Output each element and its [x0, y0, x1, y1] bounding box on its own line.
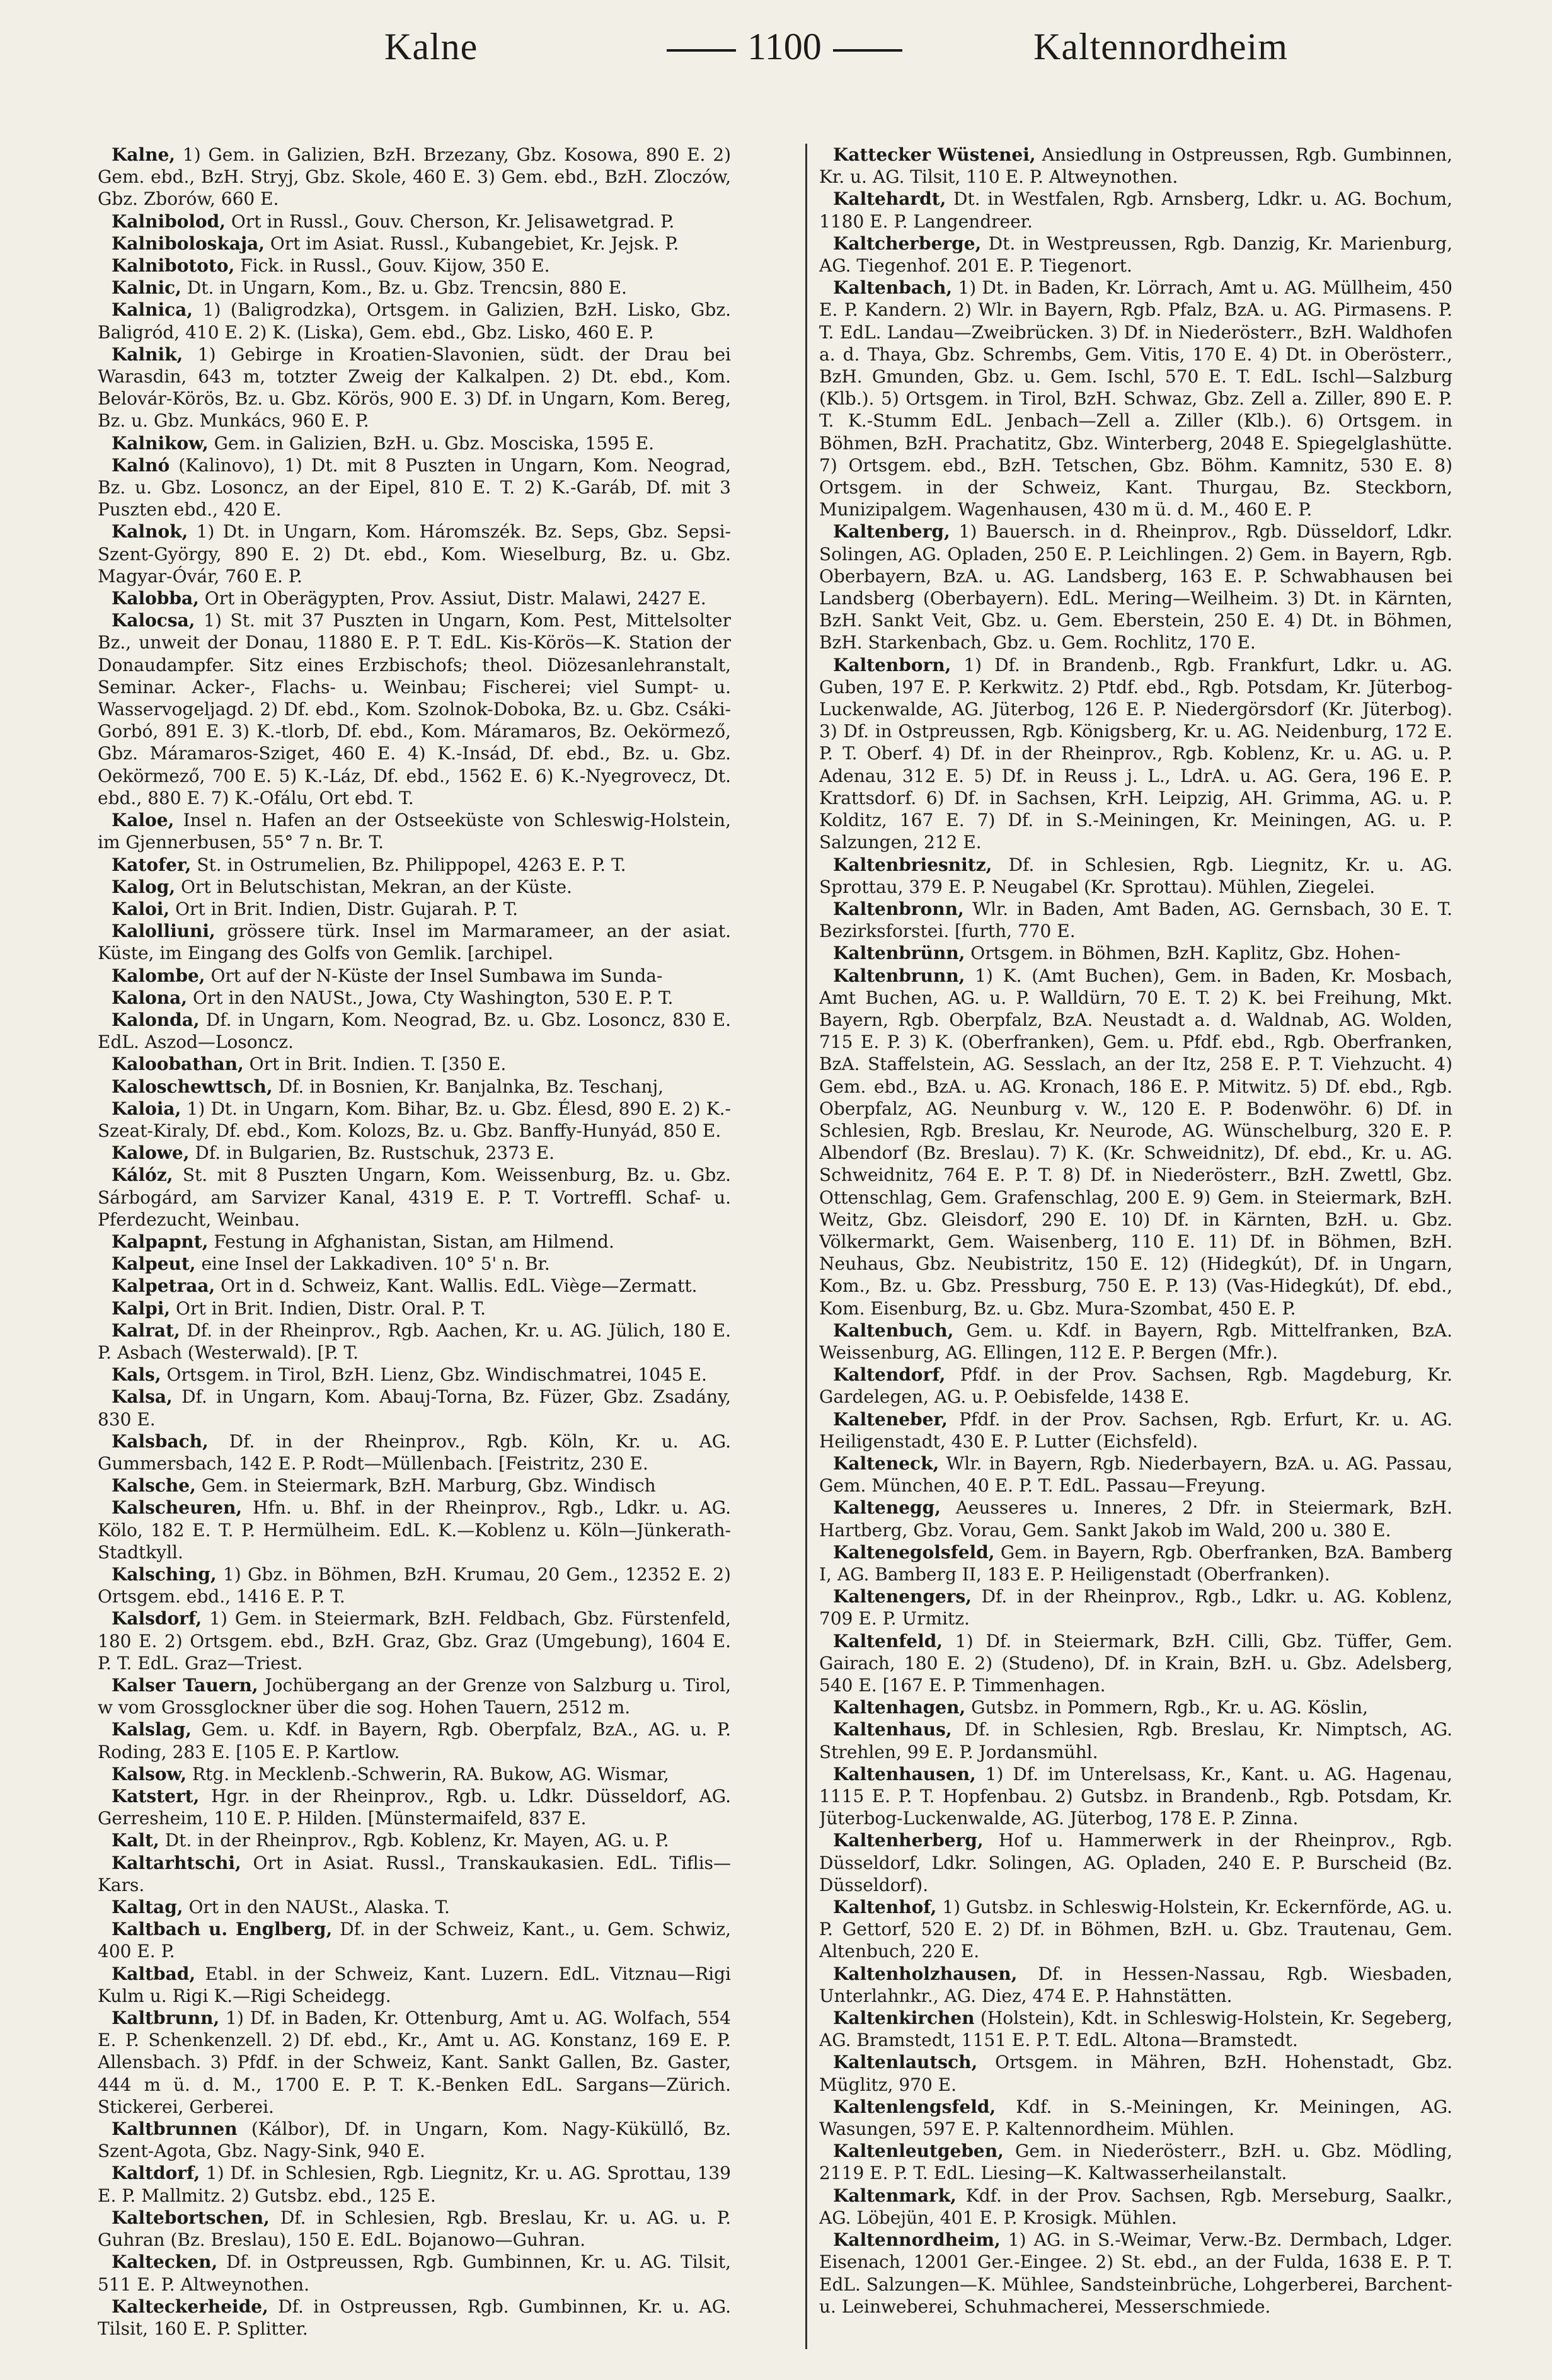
- dictionary-entry: [98, 520, 731, 587]
- dictionary-entry: [819, 1696, 1452, 1718]
- entry-headword: Kaltenherberg,: [833, 1830, 984, 1851]
- entry-headword: Kalsdorf,: [112, 1608, 202, 1630]
- dictionary-entry: [98, 920, 731, 964]
- entry-text: Df. in der Rheinprov., Rgb. Aachen, Kr. u. AG. Jülich, 180 E. P. Asbach (Westerwald). [P. T.: [98, 1319, 731, 1363]
- dictionary-entry: [98, 1674, 731, 1718]
- entry-headword: Kaltenhof,: [833, 1897, 937, 1918]
- entry-text: 1) (Baligrodzka), Ortsgem. in Galizien, BzH. Lisko, Gbz. Baligród, 410 E. 2) K. (Liska), Gem. ebd., Gbz. Lisko, 460 E. P.: [98, 299, 731, 343]
- entry-text: Ortsgem. in Mähren, BzH. Hohenstadt, Gbz. Müglitz, 970 E.: [819, 2052, 1452, 2095]
- entry-headword: Kaltendorf,: [833, 1364, 946, 1386]
- entry-headword: Kaltenhausen,: [833, 1763, 976, 1785]
- entry-text: Ort in Brit. Indien. T. [350 E.: [249, 1054, 507, 1075]
- entry-text: Df. in Schlesien, Rgb. Breslau, Kr. u. AG. u. P. Guhran (Bz. Breslau), 150 E. EdL. Bojanowo—Guhran.: [98, 2207, 731, 2251]
- dictionary-entry: [819, 2140, 1452, 2184]
- header-left-keyword: Kalne: [384, 26, 478, 67]
- dictionary-entry: [819, 277, 1452, 520]
- entry-text: Df. in Bulgarien, Bz. Rustschuk, 2373 E.: [195, 1142, 555, 1164]
- entry-text: Jochübergang an der Grenze von Salzburg u. Tirol, w vom Grossglockner über die sog. Hohen Tauern, 2512 m.: [98, 1675, 731, 1718]
- dictionary-entry: [98, 277, 731, 299]
- entry-text: Dt. in Ungarn, Kom., Bz. u. Gbz. Trencsin, 880 E.: [187, 277, 627, 299]
- entry-headword: Kaltbrunnen: [112, 2118, 238, 2140]
- dictionary-entry: [819, 1718, 1452, 1762]
- entry-headword: Kaltenfeld,: [833, 1630, 943, 1652]
- dictionary-entry: [98, 1918, 731, 1962]
- dictionary-entry: [98, 1896, 731, 1918]
- entry-headword: Kalpapnt,: [112, 1231, 209, 1252]
- entry-headword: Kalnikow,: [112, 432, 209, 454]
- entry-headword: Kalpetraa,: [112, 1275, 216, 1297]
- dictionary-entry: [98, 1053, 731, 1075]
- entry-headword: Kaltenbronn,: [833, 898, 964, 919]
- entry-headword: Kaltenhagen,: [833, 1697, 966, 1718]
- entry-headword: Katofer,: [112, 854, 192, 875]
- dictionary-entry: [98, 1563, 731, 1607]
- entry-headword: Kalpi,: [112, 1297, 171, 1319]
- entry-text: Ansiedlung in Ostpreussen, Rgb. Gumbinnen, Kr. u. AG. Tilsit, 110 E. P. Altweynothen.: [819, 144, 1452, 188]
- entry-text: Df. in Bosnien, Kr. Banjalnka, Bz. Teschanj,: [278, 1076, 664, 1097]
- dictionary-entry: [98, 1607, 731, 1674]
- entry-text: 1) AG. in S.-Weimar, Verw.-Bz. Dermbach, Ldger. Eisenach, 12001 Ger.-Eingee. 2) St. ebd., an der Fulda, 1638 E. P. T. EdL. Salzungen—K. Mühlee, Sandsteinbrüche, Lohgerberei, Barchent- u. Leinweberei, Schuhmacherei, Messerschmiede.: [819, 2229, 1452, 2317]
- entry-headword: Kalona,: [112, 987, 188, 1008]
- dictionary-entry: [98, 1430, 731, 1475]
- dictionary-entry: [98, 1475, 731, 1497]
- entry-text: 1) St. mit 37 Puszten in Ungarn, Kom. Pest, Mittelsolter Bz., unweit der Donau, 11880 E. P. T. EdL. Kis-Körös—K. Station der Donaudampfer. Sitz eines Erzbischofs; theol. Diözesanlehranstalt, Seminar. Acker-, Flachs- u. Weinbau; Fischerei; viel Sumpt- u. Wasservogeljagd. 2) Df. ebd., Kom. Szolnok-Doboka, Bz. u. Gbz. Csáki-Gorbó, 891 E. 3) K.-tlorb, Df. ebd., Kom. Máramaros, Bz. Oekörmező, Gbz. Máramaros-Sziget, 460 E. 4) K.-Insád, Df. ebd., Bz. u. Gbz. Oekörmező, 700 E. 5) K.-Láz, Df. ebd., 1562 E. 6) K.-Nyegrovecz, Dt. ebd., 880 E. 7) K.-Ofálu, Ort ebd. T.: [98, 610, 731, 808]
- entry-headword: Kaloi,: [112, 898, 170, 919]
- dictionary-entry: [98, 1963, 731, 2007]
- entry-headword: Kalnibototo,: [112, 255, 235, 277]
- entry-text: Gem. in Galizien, BzH. u. Gbz. Mosciska, 1595 E.: [214, 432, 655, 454]
- entry-headword: Kaltdorf,: [112, 2163, 200, 2184]
- entry-headword: Kaloobathan,: [112, 1054, 244, 1075]
- dictionary-entry: [819, 1364, 1452, 1408]
- entry-headword: Kaltag,: [112, 1897, 183, 1918]
- entry-text: Ortsgem. in Tirol, BzH. Lienz, Gbz. Windischmatrei, 1045 E.: [166, 1364, 707, 1386]
- entry-text: St. in Ostrumelien, Bz. Philippopel, 4263 E. P. T.: [197, 854, 626, 875]
- dictionary-entry: [98, 2007, 731, 2118]
- entry-text: 1) Gem. in Galizien, BzH. Brzezany, Gbz. Kosowa, 890 E. 2) Gem. ebd., BzH. Stryj, Gbz. Skole, 460 E. 3) Gem. ebd., BzH. Zloczów, Gbz. Zborów, 660 E.: [98, 144, 731, 210]
- entry-text: 1) Df. im Unterelsass, Kr., Kant. u. AG. Hagenau, 1115 E. P. T. Hopfenbau. 2) Gutsbz. in Brandenb., Rgb. Potsdam, Kr. Jüterbog-Luckenwalde, AG. Jüterbog, 178 E. P. Zinna.: [819, 1763, 1452, 1829]
- entry-text: Ort in Oberägypten, Prov. Assiut, Distr. Malawi, 2427 E.: [204, 588, 706, 609]
- dictionary-entry: [819, 1408, 1452, 1452]
- entry-headword: Kalsbach,: [112, 1430, 209, 1452]
- dictionary-entry: [819, 898, 1452, 942]
- entry-text: 1) Dt. in Ungarn, Kom. Bihar, Bz. u. Gbz. Élesd, 890 E. 2) K.-Szeat-Kiraly, Df. ebd., Kom. Kolozs, Bz. u. Gbz. Banffy-Hunyád, 850 E.: [98, 1098, 731, 1141]
- dictionary-entry: [819, 2096, 1452, 2140]
- entry-headword: Kalteneber,: [833, 1408, 948, 1430]
- header-dash-left: [667, 49, 736, 52]
- dictionary-entry: [98, 2118, 731, 2162]
- dictionary-entry: [819, 1896, 1452, 1963]
- entry-headword: Kaltbach u. Englberg,: [112, 1919, 333, 1940]
- dictionary-entry: [98, 1142, 731, 1164]
- entry-text: Gem. in Steiermark, BzH. Marburg, Gbz. Windisch: [201, 1475, 656, 1497]
- dictionary-entry: [98, 1829, 731, 1851]
- entry-headword: Kalpeut,: [112, 1253, 196, 1275]
- entry-headword: Kalne,: [112, 144, 176, 165]
- entry-text: Ort in d. Schweiz, Kant. Wallis. EdL. Viège—Zermatt.: [221, 1275, 698, 1297]
- entry-headword: Kalnic,: [112, 277, 181, 299]
- dictionary-entry: [819, 654, 1452, 854]
- entry-headword: Kalsche,: [112, 1475, 196, 1497]
- entry-text: 1) Df. in Steiermark, BzH. Cilli, Gbz. Tüffer, Gem. Gairach, 180 E. 2) (Studeno), Df. in Krain, BzH. u. Gbz. Adelsberg, 540 E. [167 E. P. Timmenhagen.: [819, 1630, 1452, 1696]
- entry-text: (Holstein), Kdt. in Schleswig-Holstein, Kr. Segeberg, AG. Bramstedt, 1151 E. P. T. EdL. Altona—Bramstedt.: [819, 2008, 1452, 2051]
- entry-text: 1) Gem. in Steiermark, BzH. Feldbach, Gbz. Fürstenfeld, 180 E. 2) Ortsgem. ebd., BzH. Graz, Gbz. Graz (Umgebung), 1604 E. P. T. EdL. Graz—Triest.: [98, 1608, 731, 1674]
- entry-headword: Kaltennordheim,: [833, 2229, 1001, 2251]
- entry-headword: Kalombe,: [112, 965, 205, 986]
- entry-text: Df. in Ungarn, Kom. Neograd, Bz. u. Gbz. Losoncz, 830 E. EdL. Aszod—Losoncz.: [98, 1009, 731, 1053]
- entry-headword: Kalnibolod,: [112, 210, 226, 232]
- entry-headword: Kattecker Wüstenei,: [833, 144, 1036, 165]
- entry-headword: Kaloschewttsch,: [112, 1076, 273, 1097]
- entry-text: 1) Df. in Schlesien, Rgb. Liegnitz, Kr. u. AG. Sprottau, 139 E. P. Mallmitz. 2) Gutsbz. ebd., 125 E.: [98, 2163, 731, 2206]
- entry-headword: Kaltenkirchen: [833, 2008, 975, 2029]
- entry-headword: Kaltenberg,: [833, 521, 950, 543]
- entry-headword: Kalscheuren,: [112, 1497, 243, 1519]
- dictionary-entry: [98, 299, 731, 343]
- entry-headword: Kaltenegolsfeld,: [833, 1541, 995, 1563]
- entry-headword: Kalt,: [112, 1830, 159, 1851]
- entry-text: Kdf. in S.-Meiningen, Kr. Meiningen, AG. Wasungen, 597 E. P. Kaltennordheim. Mühlen.: [819, 2096, 1452, 2140]
- entry-text: 1) Df. in Baden, Kr. Ottenburg, Amt u. AG. Wolfach, 554 E. P. Schenkenzell. 2) Df. ebd., Kr., Amt u. AG. Konstanz, 169 E. P. Allensbach. 3) Pfdf. in der Schweiz, Kant. Sankt Gallen, Bz. Gaster, 444 m ü. d. M., 1700 E. P. T. K.-Benken EdL. Sargans—Zürich. Stickerei, Gerberei.: [98, 2008, 731, 2117]
- entry-text: (Kalinovo), 1) Dt. mit 8 Puszten in Ungarn, Kom. Neograd, Bz. u. Gbz. Losoncz, an der Eipel, 810 E. T. 2) K.-Garáb, Df. mit 3 Puszten ebd., 420 E.: [98, 454, 731, 520]
- entry-headword: Kalsching,: [112, 1564, 217, 1585]
- column-divider: [805, 144, 807, 2349]
- dictionary-entry: [819, 1763, 1452, 1830]
- entry-text: 1) Gebirge in Kroatien-Slavonien, südt. der Drau bei Warasdin, 643 m, totzter Zweig der Kalkalpen. 2) Dt. ebd., Kom. Belovár-Körös, Bz. u. Gbz. Körös, 900 E. 3) Df. in Ungarn, Kom. Bereg, Bz. u. Gbz. Munkács, 960 E. P.: [98, 343, 731, 432]
- dictionary-entry: [98, 1076, 731, 1098]
- dictionary-entry: [98, 876, 731, 898]
- dictionary-entry: [819, 1585, 1452, 1630]
- dictionary-entry: [819, 2185, 1452, 2229]
- dictionary-entry: [98, 609, 731, 809]
- entry-headword: Kalobba,: [112, 588, 199, 609]
- dictionary-entry: [98, 1297, 731, 1319]
- entry-headword: Kalowe,: [112, 1142, 190, 1164]
- entry-headword: Kaltenlengsfeld,: [833, 2096, 996, 2117]
- dictionary-entry: [819, 2229, 1452, 2318]
- entry-text: Df. in Schlesien, Rgb. Breslau, Kr. Nimptsch, AG. Strehlen, 99 E. P. Jordansmühl.: [819, 1719, 1452, 1762]
- dictionary-entry: [819, 1452, 1452, 1497]
- entry-text: Hfn. u. Bhf. in der Rheinprov., Rgb., Ldkr. u. AG. Kölo, 182 E. T. P. Hermülheim. EdL. K.—Koblenz u. Köln—Jünkerath-Stadtkyll.: [98, 1497, 731, 1563]
- entry-headword: Katstert,: [112, 1786, 200, 1807]
- entry-headword: Kalonda,: [112, 1009, 200, 1030]
- entry-text: Etabl. in der Schweiz, Kant. Luzern. EdL. Vitznau—Rigi Kulm u. Rigi K.—Rigi Scheidegg.: [98, 1963, 731, 2006]
- header-page-number: [655, 25, 914, 69]
- entry-headword: Kaloia,: [112, 1098, 181, 1119]
- dictionary-entry: [98, 210, 731, 233]
- entry-text: Ort in Asiat. Russl., Transkaukasien. EdL. Tiflis—Kars.: [98, 1852, 731, 1895]
- entry-text: Ort in Belutschistan, Mekran, an der Küste.: [181, 876, 572, 897]
- entry-headword: Kaltenborn,: [833, 654, 951, 675]
- entry-text: Df. in Ostpreussen, Rgb. Gumbinnen, Kr. u. AG. Tilsit, 511 E. P. Altweynothen.: [98, 2251, 731, 2295]
- entry-headword: Kálóz,: [112, 1164, 173, 1186]
- entry-text: St. mit 8 Puszten Ungarn, Kom. Weissenburg, Bz. u. Gbz. Sárbogárd, am Sarvizer Kanal, 4319 E. P. T. Vortreffl. Schaf- u. Pferdezucht, Weinbau.: [98, 1164, 731, 1230]
- entry-headword: Kalsow,: [112, 1763, 187, 1785]
- dictionary-entry: [98, 2207, 731, 2251]
- entry-headword: Kalsa,: [112, 1386, 173, 1408]
- dictionary-entry: [98, 2296, 731, 2340]
- entry-headword: Kalnó: [112, 454, 170, 476]
- entry-text: Dt. in der Rheinprov., Rgb. Koblenz, Kr. Mayen, AG. u. P.: [164, 1830, 669, 1851]
- dictionary-entry: [98, 1852, 731, 1896]
- entry-text: Dt. in Westpreussen, Rgb. Danzig, Kr. Marienburg, AG. Tiegenhof. 201 E. P. Tiegenort.: [819, 233, 1452, 277]
- entry-headword: Kaltenbrünn,: [833, 943, 965, 964]
- dictionary-entry: [98, 1763, 731, 1785]
- dictionary-entry: [98, 1275, 731, 1297]
- entry-text: Hof u. Hammerwerk in der Rheinprov., Rgb. Düsseldorf, Ldkr. Solingen, AG. Opladen, 240 E. P. Burscheid (Bz. Düsseldorf).: [819, 1830, 1452, 1895]
- dictionary-entry: [98, 1785, 731, 1829]
- entry-text: Df. in Hessen-Nassau, Rgb. Wiesbaden, Unterlahnkr., AG. Diez, 474 E. P. Hahnstätten.: [819, 1963, 1452, 2006]
- dictionary-entry: [98, 1718, 731, 1762]
- entry-text: 1) Bauersch. in d. Rheinprov., Rgb. Düsseldorf, Ldkr. Solingen, AG. Opladen, 250 E. P. Leichlingen. 2) Gem. in Bayern, Rgb. Oberbayern, BzA. u. AG. Landsberg, 163 E. P. Schwabhausen bei Landsberg (Oberbayern). EdL. Mering—Weilheim. 3) Dt. in Kärnten, BzH. Sankt Veit, Gbz. u. Gem. Eberstein, 250 E. 4) Dt. in Böhmen, BzH. Starkenbach, Gbz. u. Gem. Rochlitz, 170 E.: [819, 521, 1452, 653]
- entry-headword: Kaltenmark,: [833, 2185, 957, 2206]
- entry-headword: Kaltebortschen,: [112, 2207, 270, 2228]
- entry-text: Kdf. in der Prov. Sachsen, Rgb. Merseburg, Saalkr., AG. Löbejün, 401 E. P. Krosigk. Mühlen.: [819, 2185, 1452, 2228]
- entry-text: Dt. in Westfalen, Rgb. Arnsberg, Ldkr. u. AG. Bochum, 1180 E. P. Langendreer.: [819, 188, 1452, 232]
- dictionary-entry: [98, 898, 731, 920]
- entry-headword: Kalslag,: [112, 1719, 192, 1740]
- entry-text: Fick. in Russl., Gouv. Kijow, 350 E.: [240, 255, 550, 277]
- entry-headword: Kaltarhtschi,: [112, 1852, 241, 1873]
- entry-text: 1) K. (Amt Buchen), Gem. in Baden, Kr. Mosbach, Amt Buchen, AG. u. P. Walldürn, 70 E. T. 2) K. bei Freihung, Mkt. Bayern, Rgb. Oberpfalz, BzA. Neustadt a. d. Waldnab, AG. Wolden, 715 E. P. 3) K. (Oberfranken), Gem. u. Pfdf. ebd., Rgb. Oberfranken, BzA. Staffelstein, AG. Sesslach, an der Itz, 258 E. P. T. Viehzucht. 4) Gem. ebd., BzA. u. AG. Kronach, 186 E. P. Mitwitz. 5) Df. ebd., Rgb. Oberpfalz, AG. Neunburg v. W., 120 E. P. Bodenwöhr. 6) Df. in Schlesien, Rgb. Breslau, Kr. Neurode, AG. Wünschelburg, 320 E. P. Albendorf (Bz. Breslau). 7) K. (Kr. Schweidnitz), Df. ebd., Kr. u. AG. Schweidnitz, 764 E. P. T. 8) Df. in Niederösterr., BzH. Zwettl, Gbz. Ottenschlag, Gem. Grafenschlag, 200 E. 9) Gem. in Steiermark, BzH. Weitz, Gbz. Gleisdorf, 290 E. 10) Df. in Kärnten, BzH. u. Gbz. Völkermarkt, Gem. Waisenberg, 110 E. 11) Df. in Böhmen, BzH. Neuhaus, Gbz. Neubistritz, 150 E. 12) (Hidegkút), Df. in Ungarn, Kom., Bz. u. Gbz. Pressburg, 750 E. P. 13) (Vas-Hidegkút), Df. ebd., Kom. Eisenburg, Bz. u. Gbz. Mura-Szombat, 450 E. P.: [819, 965, 1452, 1319]
- entry-text: 1) Gutsbz. in Schleswig-Holstein, Kr. Eckernförde, AG. u. P. Gettorf, 520 E. 2) Df. in Böhmen, BzH. u. Gbz. Trautenau, Gem. Altenbuch, 220 E.: [819, 1897, 1452, 1962]
- dictionary-entry: [819, 144, 1452, 188]
- dictionary-entry: [98, 1319, 731, 1364]
- entry-text: Df. in Ungarn, Kom. Abauj-Torna, Bz. Füzer, Gbz. Zsadány, 830 E.: [98, 1386, 731, 1430]
- entry-text: Df. in der Schweiz, Kant., u. Gem. Schwiz, 400 E. P.: [98, 1919, 731, 1962]
- dictionary-entry: [819, 520, 1452, 653]
- entry-text: Ort in den NAUSt., Alaska. T.: [188, 1897, 450, 1918]
- entry-text: Gem. u. Kdf. in Bayern, Rgb. Mittelfranken, BzA. Weissenburg, AG. Ellingen, 112 E. P. Bergen (Mfr.).: [819, 1319, 1452, 1363]
- entry-text: 1) Dt. in Baden, Kr. Lörrach, Amt u. AG. Müllheim, 450 E. P. Kandern. 2) Wlr. in Bayern, Rgb. Pfalz, BzA. u. AG. Pirmasens. P. T. EdL. Landau—Zweibrücken. 3) Df. in Niederösterr., BzH. Waldhofen a. d. Thaya, Gbz. Schrembs, Gem. Vitis, 170 E. 4) Dt. in Oberösterr., BzH. Gmunden, Gbz. u. Gem. Ischl, 570 E. T. EdL. Ischl—Salzburg (Klb.). 5) Ortsgem. in Tirol, BzH. Schwaz, Gbz. Zell a. Ziller, 890 E. P. T. K.-Stumm EdL. Jenbach—Zell a. Ziller (Klb.). 6) Ortsgem. in Böhmen, BzH. Prachatitz, Gbz. Winterberg, 2048 E. Spiegelglashütte. 7) Ortsgem. ebd., BzH. Tetschen, Gbz. Böhm. Kamnitz, 530 E. 8) Ortsgem. in der Schweiz, Kant. Thurgau, Bz. Steckborn, Munizipalgem. Wagenhausen, 430 m ü. d. M., 460 E. P.: [819, 277, 1452, 520]
- entry-text: Wlr. in Baden, Amt Baden, AG. Gernsbach, 30 E. T. Bezirksforstei. [furth, 770 E.: [819, 898, 1452, 942]
- page-header: [0, 25, 1552, 101]
- entry-headword: Kalog,: [112, 876, 176, 897]
- dictionary-entry: [819, 1963, 1452, 2007]
- entry-text: 1) Gbz. in Böhmen, BzH. Krumau, 20 Gem., 12352 E. 2) Ortsgem. ebd., 1416 E. P. T.: [98, 1564, 731, 1607]
- entry-headword: Kaltecken,: [112, 2251, 218, 2273]
- entry-text: Gem. in Niederösterr., BzH. u. Gbz. Mödling, 2119 E. P. T. EdL. Liesing—K. Kaltwasserheilanstalt.: [819, 2141, 1452, 2184]
- dictionary-entry: [819, 2007, 1452, 2051]
- dictionary-entry: [819, 233, 1452, 277]
- dictionary-entry: [98, 965, 731, 987]
- dictionary-entry: [819, 1319, 1452, 1364]
- entry-headword: Kaltenbach,: [833, 277, 953, 299]
- entry-headword: Kalnok,: [112, 521, 188, 543]
- entry-headword: Kalteneck,: [833, 1452, 940, 1474]
- entry-headword: Kaltenegg,: [833, 1497, 941, 1519]
- entry-text: Rtg. in Mecklenb.-Schwerin, RA. Bukow, AG. Wismar,: [192, 1763, 669, 1785]
- entry-headword: Kalnica,: [112, 299, 193, 321]
- entry-text: Df. in Ostpreussen, Rgb. Gumbinnen, Kr. u. AG. Tilsit, 160 E. P. Splitter.: [98, 2296, 731, 2339]
- entry-headword: Kaltenholzhausen,: [833, 1963, 1018, 1984]
- entry-headword: Kaltenhaus,: [833, 1719, 952, 1740]
- dictionary-entry: [98, 1231, 731, 1253]
- entry-text: 1) Dt. in Ungarn, Kom. Háromszék. Bz. Seps, Gbz. Sepsi-Szent-György, 890 E. 2) Dt. ebd., Kom. Wieselburg, Bz. u. Gbz. Magyar-Óvár, 760 E. P.: [98, 521, 731, 587]
- entry-headword: Kalniboloskaja,: [112, 233, 265, 254]
- entry-text: (Kálbor), Df. in Ungarn, Kom. Nagy-Küküllő, Bz. Szent-Agota, Gbz. Nagy-Sink, 940 E.: [98, 2118, 731, 2162]
- dictionary-entry: [819, 2051, 1452, 2095]
- entry-text: Hgr. in der Rheinprov., Rgb. u. Ldkr. Düsseldorf, AG. Gerresheim, 110 E. P. Hilden. [Münstermaifeld, 837 E.: [98, 1786, 731, 1829]
- dictionary-entry: [98, 1253, 731, 1275]
- dictionary-entry: [819, 965, 1452, 1319]
- entry-text: 1) Df. in Brandenb., Rgb. Frankfurt, Ldkr. u. AG. Guben, 197 E. P. Kerkwitz. 2) Ptdf. ebd., Rgb. Potsdam, Kr. Jüterbog-Luckenwalde, AG. Jüterbog, 126 E. P. Niedergörsdorf (Kr. Jüterbog). 3) Df. in Ostpreussen, Rgb. Königsberg, Kr. u. AG. Neidenburg, 172 E. P. T. Oberf. 4) Df. in der Rheinprov., Rgb. Koblenz, Kr. u. AG. u. P. Adenau, 312 E. 5) Df. in Reuss j. L., LdrA. u. AG. Gera, 196 E. P. Krattsdorf. 6) Df. in Sachsen, KrH. Leipzig, AH. Grimma, AG. u. P. Kolditz, 167 E. 7) Df. in S.-Meiningen, Kr. Meiningen, AG. u. P. Salzungen, 212 E.: [819, 654, 1452, 853]
- dictionary-entry: [98, 1098, 731, 1142]
- dictionary-entry: [819, 1541, 1452, 1585]
- entry-text: Df. in Schlesien, Rgb. Liegnitz, Kr. u. AG. Sprottau, 379 E. P. Neugabel (Kr. Sprottau). Mühlen, Ziegelei.: [819, 854, 1452, 897]
- entry-headword: Kalocsa,: [112, 610, 195, 631]
- entry-headword: Kaltbad,: [112, 1963, 196, 1984]
- entry-headword: Kaltcherberge,: [833, 233, 982, 254]
- dictionary-entry: [98, 343, 731, 432]
- entry-text: Aeusseres u. Inneres, 2 Dfr. in Steiermark, BzH. Hartberg, Gbz. Vorau, Gem. Sankt Jakob im Wald, 200 u. 380 E.: [819, 1497, 1452, 1541]
- entry-headword: Kalteckerheide,: [112, 2296, 268, 2317]
- entry-headword: Kaltenbriesnitz,: [833, 854, 992, 875]
- entry-headword: Kaltenengers,: [833, 1586, 972, 1607]
- entry-text: Pfdf. in der Prov. Sachsen, Rgb. Erfurt, Kr. u. AG. Heiligenstadt, 430 E. P. Lutter (Eichsfeld).: [819, 1408, 1452, 1452]
- entry-text: Pfdf. in der Prov. Sachsen, Rgb. Magdeburg, Kr. Gardelegen, AG. u. P. Oebisfelde, 1438 E.: [819, 1364, 1452, 1408]
- right-column: [819, 144, 1452, 2362]
- entry-text: Ort auf der N-Küste der Insel Sumbawa im Sunda-: [210, 965, 663, 986]
- entry-headword: Kaltenbrunn,: [833, 965, 965, 986]
- left-column: [98, 144, 731, 2362]
- entry-headword: Kalrat,: [112, 1319, 180, 1341]
- entry-text: Ort in Brit. Indien, Distr. Oral. P. T.: [175, 1297, 486, 1319]
- dictionary-entry: [819, 854, 1452, 898]
- entry-headword: Kals,: [112, 1364, 161, 1386]
- header-dash-right: [833, 49, 902, 52]
- entry-headword: Kaloe,: [112, 810, 175, 831]
- entry-text: Ort im Asiat. Russl., Kubangebiet, Kr. Jejsk. P.: [270, 233, 679, 254]
- entry-headword: Kalnik,: [112, 343, 183, 365]
- dictionary-entry: [98, 144, 731, 210]
- dictionary-entry: [98, 255, 731, 277]
- entry-text: grössere türk. Insel im Marmarameer, an der asiat. Küste, im Eingang des Golfs von Gemlik. [archipel.: [98, 921, 731, 964]
- entry-headword: Kaltenlautsch,: [833, 2052, 978, 2073]
- entry-text: Ortsgem. in Böhmen, BzH. Kaplitz, Gbz. Hohen-: [970, 943, 1401, 964]
- dictionary-entry: [98, 1009, 731, 1053]
- page-number: 1100: [747, 26, 822, 67]
- header-right-keyword: Kaltennordheim: [1033, 26, 1288, 67]
- dictionary-entry: [98, 233, 731, 255]
- entry-text: Ort in den NAUSt., Jowa, Cty Washington, 530 E. P. T.: [192, 987, 674, 1008]
- dictionary-entry: [98, 2251, 731, 2295]
- entry-text: Festung in Afghanistan, Sistan, am Hilmend.: [214, 1231, 614, 1252]
- entry-text: Gem. in Bayern, Rgb. Oberfranken, BzA. Bamberg I, AG. Bamberg II, 183 E. P. Heiligenstadt (Oberfranken).: [819, 1541, 1452, 1585]
- entry-text: Gutsbz. in Pommern, Rgb., Kr. u. AG. Köslin,: [971, 1697, 1369, 1718]
- entry-text: Ort in Brit. Indien, Distr. Gujarah. P. T.: [175, 898, 519, 919]
- dictionary-entry: [819, 1497, 1452, 1541]
- entry-text: Df. in der Rheinprov., Rgb. Köln, Kr. u. AG. Gummersbach, 142 E. P. Rodt—Müllenbach. [Feistritz, 230 E.: [98, 1430, 731, 1474]
- entry-text: eine Insel der Lakkadiven. 10° 5' n. Br.: [201, 1253, 550, 1275]
- dictionary-entry: [819, 1829, 1452, 1896]
- dictionary-entry: [98, 2162, 731, 2206]
- dictionary-entry: [819, 188, 1452, 232]
- dictionary-entry: [98, 1164, 731, 1231]
- entry-text: Wlr. in Bayern, Rgb. Niederbayern, BzA. u. AG. Passau, Gem. München, 40 E. P. T. EdL. Passau—Freyung.: [819, 1452, 1452, 1497]
- entry-headword: Kaltbrunn,: [112, 2008, 220, 2029]
- dictionary-entry: [98, 987, 731, 1009]
- entry-text: Insel n. Hafen an der Ostseeküste von Schleswig-Holstein, im Gjennerbusen, 55° 7 n. Br. T.: [98, 810, 731, 853]
- entry-headword: Kaltehardt,: [833, 188, 946, 210]
- dictionary-entry: [98, 1386, 731, 1430]
- dictionary-entry: [98, 1497, 731, 1563]
- dictionary-entry: [98, 454, 731, 521]
- dictionary-entry: [819, 1630, 1452, 1697]
- entry-text: Ort in Russl., Gouv. Cherson, Kr. Jelisawetgrad. P.: [231, 210, 675, 232]
- dictionary-entry: [819, 942, 1452, 964]
- entry-headword: Kalolliuni,: [112, 921, 216, 942]
- dictionary-entry: [98, 809, 731, 853]
- entry-headword: Kaltenleutgeben,: [833, 2141, 1004, 2162]
- dictionary-entry: [98, 587, 731, 609]
- dictionary-entry: [98, 432, 731, 454]
- entry-headword: Kaltenbuch,: [833, 1319, 954, 1341]
- entry-text: Df. in der Rheinprov., Rgb., Ldkr. u. AG. Koblenz, 709 E. P. Urmitz.: [819, 1586, 1452, 1630]
- entry-text: Gem. u. Kdf. in Bayern, Rgb. Oberpfalz, BzA., AG. u. P. Roding, 283 E. [105 E. P. Kartlow.: [98, 1719, 731, 1762]
- dictionary-entry: [98, 1364, 731, 1386]
- dictionary-entry: [98, 854, 731, 876]
- entry-headword: Kalser Tauern,: [112, 1675, 258, 1696]
